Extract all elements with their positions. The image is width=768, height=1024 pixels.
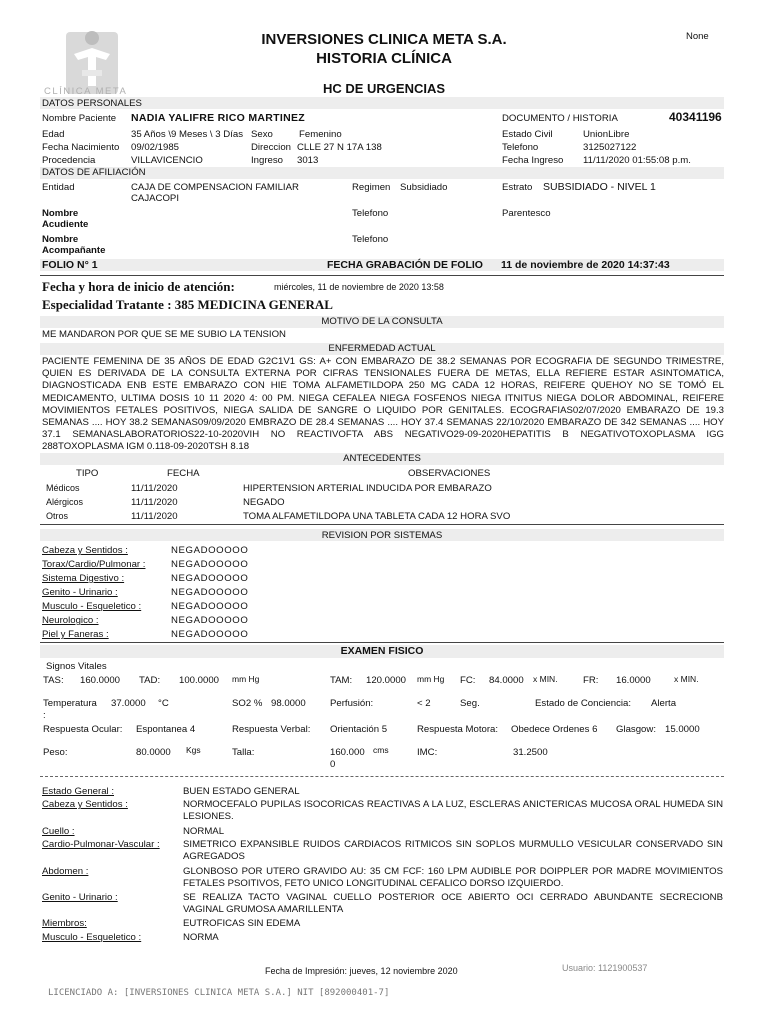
tam-value: 120.0000: [366, 675, 407, 686]
revision-label: Neurologico :: [42, 615, 99, 626]
estrato-label: Estrato: [502, 182, 533, 193]
tas-label: TAS:: [43, 675, 64, 686]
inicio-atencion-label: Fecha y hora de inicio de atención:: [42, 279, 235, 294]
hallazgo-label: Estado General :: [42, 786, 114, 797]
revision-value: NEGADOOOOO: [171, 601, 249, 612]
temperatura-colon: :: [43, 710, 46, 721]
revision-label: Sistema Digestivo :: [42, 573, 125, 584]
tad-label: TAD:: [139, 675, 161, 686]
hallazgo-value: BUEN ESTADO GENERAL: [183, 786, 300, 797]
hallazgo-value: NORMOCEFALO PUPILAS ISOCORICAS REACTIVAS A LA LUZ, ESCLERAS ANICTERICAS MUCOSA ORAL HUMEDA SIN LESIONES.: [183, 799, 723, 822]
tam-unit: mm Hg: [417, 674, 445, 684]
talla-label: Talla:: [232, 747, 255, 758]
fecha-ingreso-value: 11/11/2020 01:55:08 p.m.: [583, 155, 691, 166]
edad-label: Edad: [42, 129, 65, 140]
hallazgo-value: NORMA: [183, 932, 219, 943]
fc-value: 84.0000: [489, 675, 524, 686]
folio-label: FOLIO N° 1: [42, 259, 98, 271]
antecedente-tipo: Otros: [46, 511, 69, 521]
acompanante-label: Nombre Acompañante: [42, 234, 106, 257]
tad-unit: mm Hg: [232, 674, 260, 684]
sexo-label: Sexo: [251, 129, 273, 140]
fecha-nac-label: Fecha Nacimiento: [42, 142, 120, 153]
telefono-value: 3125027122: [583, 142, 637, 153]
datos-personales-bar: [40, 97, 724, 109]
respuesta-ocular-value: Espontanea 4: [136, 724, 196, 735]
hallazgo-label: Cabeza y Sentidos :: [42, 799, 128, 810]
ingreso-value: 3013: [297, 155, 319, 166]
procedencia-value: VILLAVICENCIO: [131, 155, 203, 166]
antecedente-tipo: Médicos: [46, 483, 80, 493]
procedencia-label: Procedencia: [42, 155, 96, 166]
tam-label: TAM:: [330, 675, 353, 686]
perfusion-label: Perfusión:: [330, 698, 374, 709]
temperatura-label: Temperatura: [43, 698, 97, 709]
fecha-grabacion-label: FECHA GRABACIÓN DE FOLIO: [327, 259, 483, 271]
entidad-value: CAJA DE COMPENSACION FAMILIAR CAJACOPI: [131, 182, 299, 205]
hallazgo-value: SE REALIZA TACTO VAGINAL CUELLO POSTERIOR OCE ABIERTO OCI CERRADO ABUNDANTE SECRECIONB VAGINAL GRUMOSA AMARILLENTA: [183, 892, 723, 915]
signos-vitales-label: Signos Vitales: [46, 661, 107, 672]
conciencia-label: Estado de Conciencia:: [535, 698, 631, 709]
acudiente-telefono-label: Telefono: [352, 208, 389, 219]
perfusion-value: < 2: [417, 698, 431, 709]
licencia: LICENCIADO A: [INVERSIONES CLINICA META S.A.] NIT [892000401-7]: [48, 988, 390, 998]
sexo-value: Femenino: [299, 129, 342, 140]
direccion-value: CLLE 27 N 17A 138: [297, 142, 382, 153]
antecedente-tipo: Alérgicos: [46, 497, 84, 507]
hallazgo-label: Cardio-Pulmonar-Vascular :: [42, 839, 160, 850]
antecedentes-col-tipo: TIPO: [76, 468, 99, 479]
document-title: HISTORIA CLÍNICA: [316, 50, 452, 67]
hallazgo-value: EUTROFICAS SIN EDEMA: [183, 918, 301, 929]
fecha-ingreso-label: Fecha Ingreso: [502, 155, 564, 166]
tas-value: 160.0000: [80, 675, 121, 686]
hallazgo-value: GLONBOSO POR UTERO GRAVIDO AU: 35 CM FCF: 160 LPM AUDIBLE POR DOIPPLER POR MADRE MOVIMIENTOS FETALES PSOITIVOS, FETO UNICO LONGITUDINAL CEFALICO DORSO IZQUIERDO.: [183, 866, 723, 889]
revision-value: NEGADOOOOO: [171, 573, 249, 584]
revision-title: REVISION POR SISTEMAS: [321, 530, 443, 541]
edad-value: 35 Años \9 Meses \ 3 Días: [131, 129, 243, 140]
motivo-text: ME MANDARON POR QUE SE ME SUBIO LA TENSION: [42, 329, 286, 340]
revision-value: NEGADOOOOO: [171, 587, 249, 598]
temperatura-unit: °C: [158, 698, 169, 709]
revision-label: Piel y Faneras :: [42, 629, 109, 640]
conciencia-value: Alerta: [651, 698, 677, 709]
fr-unit: x MIN.: [674, 674, 699, 684]
revision-label: Cabeza y Sentidos :: [42, 545, 128, 556]
estrato-value: SUBSIDIADO - NIVEL 1: [543, 181, 656, 193]
hallazgo-value: NORMAL: [183, 826, 225, 837]
fecha-grabacion-value: 11 de noviembre de 2020 14:37:43: [501, 259, 670, 271]
estado-civil-label: Estado Civil: [502, 129, 553, 140]
documento-value: 40341196: [669, 110, 722, 124]
respuesta-motora-label: Respuesta Motora:: [417, 724, 499, 735]
so2-label: SO2 %: [232, 698, 263, 709]
hallazgo-label: Genito - Urinario :: [42, 892, 118, 903]
antecedentes-title: ANTECEDENTES: [343, 453, 421, 464]
ingreso-label: Ingreso: [251, 155, 283, 166]
entidad-label: Entidad: [42, 182, 75, 193]
so2-value: 98.0000: [271, 698, 306, 709]
fc-unit: x MIN.: [533, 674, 558, 684]
parentesco-label: Parentesco: [502, 208, 551, 219]
revision-label: Torax/Cardio/Pulmonar :: [42, 559, 146, 570]
logo-text: CLÍNICA META: [44, 86, 128, 97]
antecedentes-col-fecha: FECHA: [167, 468, 200, 479]
antecedente-obs: TOMA ALFAMETILDOPA UNA TABLETA CADA 12 HORA SVO: [243, 511, 511, 522]
antecedentes-rule: [40, 524, 724, 525]
enfermedad-title: ENFERMEDAD ACTUAL: [328, 343, 436, 354]
nombre-label: Nombre Paciente: [42, 113, 117, 124]
regimen-label: Regimen: [352, 182, 391, 193]
fr-label: FR:: [583, 675, 599, 686]
afiliacion-title: DATOS DE AFILIACIÓN: [42, 167, 146, 178]
inicio-atencion-value: miércoles, 11 de noviembre de 2020 13:58: [274, 282, 444, 292]
respuesta-ocular-label: Respuesta Ocular:: [43, 724, 123, 735]
hallazgo-label: Abdomen :: [42, 866, 89, 877]
hallazgo-value: SIMETRICO EXPANSIBLE RUIDOS CARDIACOS RITMICOS SIN SOPLOS MURMULLO VESICULAR CONSERVADO SIN AGREGADOS: [183, 839, 723, 862]
temperatura-value: 37.0000: [111, 698, 146, 709]
imc-value: 31.2500: [513, 747, 548, 758]
peso-label: Peso:: [43, 747, 68, 758]
imc-label: IMC:: [417, 747, 438, 758]
fecha-nac-value: 09/02/1985: [131, 142, 180, 153]
fc-label: FC:: [460, 675, 476, 686]
antecedente-obs: NEGADO: [243, 497, 285, 508]
antecedente-fecha: 11/11/2020: [131, 497, 178, 508]
respuesta-verbal-value: Orientación 5: [330, 724, 388, 735]
motivo-title: MOTIVO DE LA CONSULTA: [321, 316, 443, 327]
enfermedad-text: PACIENTE FEMENINA DE 35 AÑOS DE EDAD G2C1V1 GS: A+ CON EMBARAZO DE 38.2 SEMANAS POR ECOGRAFIA DE SEGUNDO TRIMESTRE, QUIEN ES DERIVADA DE LA CONSULTA EXTERNA POR CIFRAS TENSIONALES FUERA DE METAS, ELLA REFIERE ESTAR ASINTOMATICA, DIAGNOSTICADA ENB ESTE EMBARAZO CON HIE TOMA ALFAMETILDOPA 250 MG CADA 12 HORAS, REIFERE QUEHOY NO SE TOMÓ EL MEDICAMENTO, ULTIMA DOSIS 10 11 2020 4: 00 PM. NIEGA CEFALEA NIEGA FOSFENOS NIEGA ITNITUS NIEGA DOLOR ABDOMINAL, REIFERE MOVIMIENTOS FETALES POSITIVOS, NIEGA SALIDA DE SANGRE O LIQUIDO POR GENITALES. ECOGRAFIAS02/07/2020 EMBARAZO DE 19.3 SEMANAS .... HOY 38.2 SEMANAS09/09/2020 EMBRAZO DE 28.4 SEMANAS .... HOY 37.4 SEMANAS 22/10/2020 EMBARAZO DE 342 SEMANAS .... HOY 37.1 SEMANASLABORATORIOS22-10-2020VIH NO REACTIVOFTA ABS NEGATIVO29-09-2020HEPATITIS B NEGATIVOTOXOPLASMA IGG 288TOXOPLASMA IGM 0.118-09-2020TSH 8.18: [42, 356, 724, 453]
antecedentes-col-obs: OBSERVACIONES: [408, 468, 491, 479]
antecedente-obs: HIPERTENSION ARTERIAL INDUCIDA POR EMBARAZO: [243, 483, 492, 494]
documento-label: DOCUMENTO / HISTORIA: [502, 113, 618, 124]
glasgow-value: 15.0000: [665, 724, 700, 735]
revision-value: NEGADOOOOO: [171, 559, 249, 570]
company-name: INVERSIONES CLINICA META S.A.: [261, 31, 507, 48]
peso-unit: Kgs: [186, 745, 201, 755]
revision-rule: [40, 642, 724, 643]
nombre-value: NADIA YALIFRE RICO MARTINEZ: [131, 112, 305, 124]
folio-rule: [40, 275, 724, 276]
revision-label: Musculo - Esqueletico :: [42, 601, 142, 612]
peso-value: 80.0000: [136, 747, 171, 758]
estado-civil-value: UnionLibre: [583, 129, 630, 140]
talla-unit: cms: [373, 745, 389, 755]
usuario: Usuario: 1121900537: [562, 963, 648, 973]
document-subtitle: HC DE URGENCIAS: [322, 81, 446, 96]
none-label: None: [686, 31, 709, 42]
fecha-impresion: Fecha de Impresión: jueves, 12 noviembre 2020: [265, 966, 458, 976]
regimen-value: Subsidiado: [400, 182, 448, 193]
perfusion-unit: Seg.: [460, 698, 480, 709]
examen-title: EXAMEN FISICO: [340, 645, 424, 657]
telefono-label: Telefono: [502, 142, 539, 153]
hallazgo-label: Cuello :: [42, 826, 75, 837]
tad-value: 100.0000: [179, 675, 220, 686]
revision-value: NEGADOOOOO: [171, 615, 249, 626]
datos-personales-title: DATOS PERSONALES: [42, 98, 142, 109]
antecedente-fecha: 11/11/2020: [131, 483, 178, 494]
revision-value: NEGADOOOOO: [171, 629, 249, 640]
talla-value: 160.000: [330, 747, 365, 758]
acompanante-telefono-label: Telefono: [352, 234, 389, 245]
hallazgo-label: Musculo - Esqueletico :: [42, 932, 142, 943]
hallazgo-label: Miembros:: [42, 918, 87, 929]
respuesta-verbal-label: Respuesta Verbal:: [232, 724, 311, 735]
revision-label: Genito - Urinario :: [42, 587, 118, 598]
respuesta-motora-value: Obedece Ordenes 6: [511, 724, 598, 735]
especialidad-tratante: Especialidad Tratante : 385 MEDICINA GENERAL: [42, 297, 333, 312]
antecedente-fecha: 11/11/2020: [131, 511, 178, 522]
acudiente-label: Nombre Acudiente: [42, 208, 89, 231]
fr-value: 16.0000: [616, 675, 651, 686]
revision-value: NEGADOOOOO: [171, 545, 249, 556]
examen-rule: [40, 776, 724, 777]
glasgow-label: Glasgow:: [616, 724, 656, 735]
talla-value-cont: 0: [330, 759, 336, 770]
direccion-label: Direccion: [251, 142, 291, 153]
